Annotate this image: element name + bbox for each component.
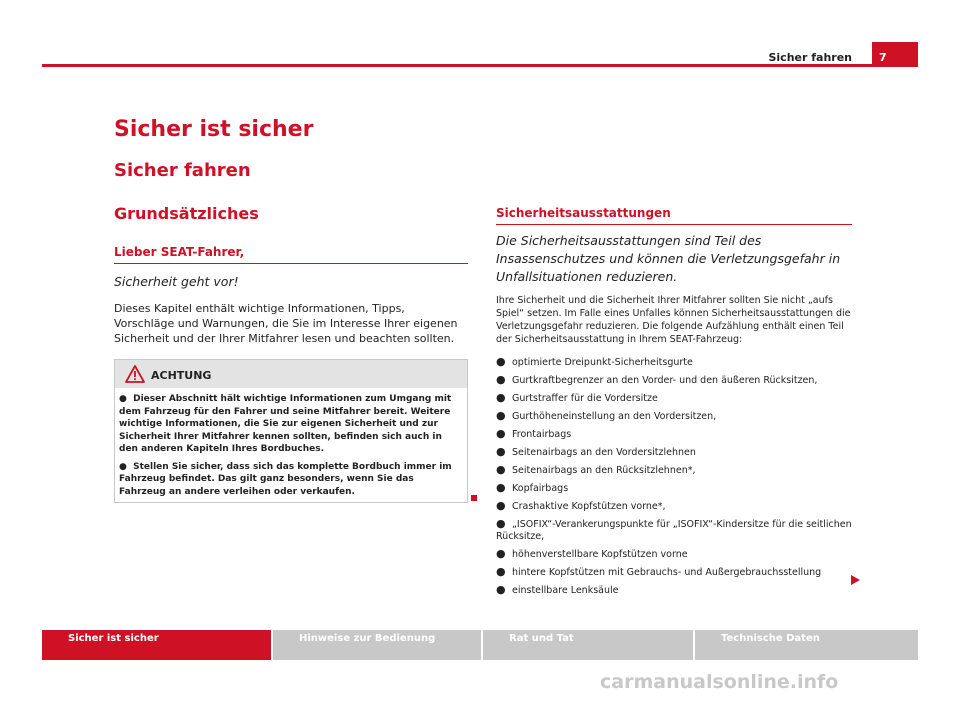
header-rule <box>42 64 918 67</box>
subsection-title: Grundsätzliches <box>114 204 259 223</box>
bullet-icon: ● <box>119 461 134 472</box>
warning-title: ACHTUNG <box>151 369 212 382</box>
left-body-text: Dieses Kapitel enthält wichtige Informationen, Tipps, Vorschläge und Warnungen, die Sie im Interesse Ihrer eigenen Sicherheit und der Ihrer Mitfahrer lesen und beachten sollten. <box>114 302 458 345</box>
list-item: ● „ISOFIX“-Verankerungspunkte für „ISOFIX“-Kindersitze für die seitlichen Rücksitze, <box>496 517 852 542</box>
list-item: ● Kopfairbags <box>496 481 569 494</box>
bullet-icon: ● <box>496 583 506 596</box>
list-item: ● optimierte Dreipunkt-Sicherheitsgurte <box>496 355 693 368</box>
bullet-icon: ● <box>119 394 134 404</box>
footer-tab-sicher-ist-sicher[interactable]: Sicher ist sicher <box>42 630 271 660</box>
bullet-icon: ● <box>496 427 506 440</box>
right-subheading: Sicherheitsausstattungen <box>496 206 852 225</box>
bullet-icon: ● <box>496 499 506 512</box>
bullet-icon: ● <box>496 547 506 560</box>
page-number: 7 <box>872 42 918 67</box>
footer-tab-hinweise-zur-bedienung[interactable]: Hinweise zur Bedienung <box>273 630 481 660</box>
header-title: Sicher fahren <box>768 51 852 64</box>
watermark: carmanualsonline.info <box>600 671 839 693</box>
chapter-title: Sicher ist sicher <box>114 117 314 142</box>
list-item: ● einstellbare Lenksäule <box>496 583 619 596</box>
bullet-icon: ● <box>496 391 506 404</box>
warning-body <box>115 388 467 498</box>
list-item: ● Seitenairbags an den Rücksitzlehnen*, <box>496 463 696 476</box>
list-item: ● Seitenairbags an den Vordersitzlehnen <box>496 445 696 458</box>
footer-tab-rat-und-tat[interactable]: Rat und Tat <box>483 630 693 660</box>
bullet-icon: ● <box>496 517 506 530</box>
list-item: ● Crashaktive Kopfstützen vorne*, <box>496 499 666 512</box>
list-item: ● Frontairbags <box>496 427 572 440</box>
warning-triangle-icon <box>125 365 145 383</box>
bullet-icon: ● <box>496 373 506 386</box>
left-subheading: Lieber SEAT-Fahrer, <box>114 245 468 264</box>
bullet-icon: ● <box>496 481 506 494</box>
list-item: ● Gurthöheneinstellung an den Vordersitzen, <box>496 409 717 422</box>
continue-arrow-icon[interactable] <box>851 575 860 585</box>
list-item: ● Gurtkraftbegrenzer an den Vorder- und den äußeren Rücksitzen, <box>496 373 818 386</box>
warning-box <box>114 359 468 503</box>
list-item: ● hintere Kopfstützen mit Gebrauchs- und Außergebrauchsstellung <box>496 565 822 578</box>
safety-equipment-list <box>496 356 856 602</box>
warning-header <box>115 360 467 388</box>
section-end-marker <box>471 495 477 501</box>
footer-tab-technische-daten[interactable]: Technische Daten <box>695 630 918 660</box>
warning-item: ● Stellen Sie sicher, dass sich das komplette Bordbuch immer im Fahrzeug befindet. Das gilt ganz besonders, wenn Sie das Fahrzeug an andere verleihen oder verkaufen. <box>119 461 452 497</box>
list-item: ● Gurtstraffer für die Vordersitze <box>496 391 658 404</box>
footer-nav <box>42 630 918 660</box>
bullet-icon: ● <box>496 463 506 476</box>
section-title: Sicher fahren <box>114 160 251 181</box>
right-intro: Die Sicherheitsausstattungen sind Teil des Insassenschutzes und können die Verletzungsgefahr in Unfallsituationen reduzieren. <box>496 233 841 284</box>
bullet-icon: ● <box>496 355 506 368</box>
bullet-icon: ● <box>496 565 506 578</box>
bullet-icon: ● <box>496 409 506 422</box>
bullet-icon: ● <box>496 445 506 458</box>
list-item: ● höhenverstellbare Kopfstützen vorne <box>496 547 688 560</box>
left-intro: Sicherheit geht vor! <box>114 274 239 289</box>
warning-item: ● Dieser Abschnitt hält wichtige Informationen zum Umgang mit dem Fahrzeug für den Fahrer und seine Mitfahrer bereit. Weitere wichtige Informationen, die Sie zur eigenen Sicherheit und zur Sicherheit Ihrer Mitfahrer kennen sollten, befinden sich auch in den anderen Kapiteln Ihres Bordbuches. <box>119 394 452 454</box>
right-body-text: Ihre Sicherheit und die Sicherheit Ihrer Mitfahrer sollten Sie nicht „aufs Spiel“ setzen. Im Falle eines Unfalles können Sicherheitsausstattungen die Verletzungsgefahr reduzieren. Die folgende Aufzählung enthält einen Teil der Sicherheitsausstattung in Ihrem SEAT-Fahrzeug: <box>496 295 851 345</box>
